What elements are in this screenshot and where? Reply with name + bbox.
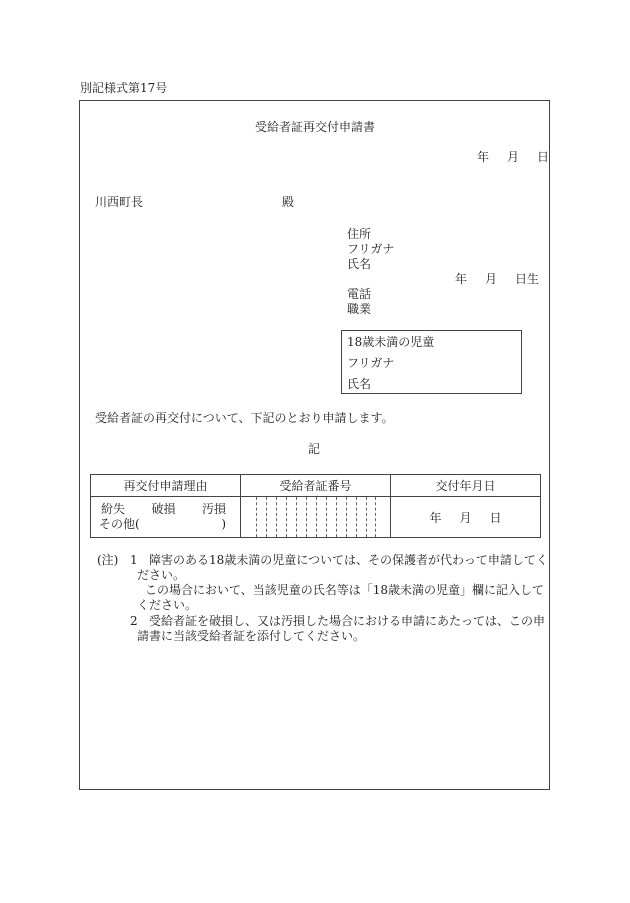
header-reason: 再交付申請理由 bbox=[91, 475, 241, 497]
issue-month: 月 bbox=[459, 510, 472, 525]
digit-box bbox=[366, 497, 376, 537]
digit-box bbox=[336, 497, 346, 537]
notes-label: (注) bbox=[97, 553, 119, 567]
application-statement: 受給者証の再交付について、下記のとおり申請します。 bbox=[95, 411, 394, 425]
header-issue-date: 交付年月日 bbox=[391, 475, 541, 497]
digit-box bbox=[276, 497, 286, 537]
digit-box bbox=[286, 497, 296, 537]
birth-month: 月 bbox=[485, 272, 498, 286]
applicant-address-label: 住所 bbox=[347, 227, 372, 241]
certificate-number-cell bbox=[241, 497, 391, 538]
note-1-text: 障害のある18歳未満の児童については、その保護者が代わって申請してください。 bbox=[137, 553, 548, 582]
note-1-number: 1 bbox=[130, 553, 138, 567]
applicant-furigana-label: フリガナ bbox=[347, 242, 395, 256]
digit-box bbox=[256, 497, 266, 537]
date-month: 月 bbox=[507, 150, 520, 164]
reason-cell bbox=[91, 497, 241, 538]
issue-date-cell bbox=[391, 497, 541, 538]
issue-year: 年 bbox=[429, 510, 442, 525]
reason-other-close: ) bbox=[221, 517, 226, 531]
header-certificate-number: 受給者証番号 bbox=[241, 475, 391, 497]
application-date bbox=[477, 150, 549, 164]
certificate-digit-boxes bbox=[241, 497, 390, 537]
date-year: 年 bbox=[477, 150, 490, 164]
ki-heading: 記 bbox=[308, 442, 321, 456]
digit-box bbox=[326, 497, 336, 537]
child-name-label: 氏名 bbox=[347, 377, 372, 391]
note-2-number: 2 bbox=[130, 614, 138, 628]
digit-box bbox=[306, 497, 316, 537]
digit-box bbox=[356, 497, 366, 537]
addressee-name: 川西町長 bbox=[95, 195, 144, 209]
reason-damaged: 破損 bbox=[151, 502, 176, 516]
reason-lost: 紛失 bbox=[101, 502, 126, 516]
note-1-followup-text: この場合において、当該児童の氏名等は「18歳未満の児童」欄に記入してください。 bbox=[137, 583, 545, 612]
reason-soiled: 汚損 bbox=[201, 502, 226, 516]
reason-other-open: その他( bbox=[99, 517, 140, 531]
digit-box bbox=[316, 497, 326, 537]
digit-box bbox=[266, 497, 276, 537]
child-furigana-label: フリガナ bbox=[347, 356, 395, 370]
child-heading: 18歳未満の児童 bbox=[347, 335, 435, 349]
birth-year: 年 bbox=[455, 272, 468, 286]
applicant-name-label: 氏名 bbox=[347, 257, 372, 271]
applicant-phone-label: 電話 bbox=[347, 287, 372, 301]
issue-day: 日 bbox=[489, 510, 502, 525]
reissue-table bbox=[90, 474, 541, 538]
applicant-birthdate bbox=[455, 272, 539, 286]
birth-day: 日生 bbox=[515, 272, 540, 286]
note-2-text: 受給者証を破損し、又は汚損した場合における申請にあたっては、この申請書に当該受給者証を添付してください。 bbox=[137, 614, 546, 643]
form-title: 受給者証再交付申請書 bbox=[255, 120, 376, 134]
applicant-occupation-label: 職業 bbox=[347, 302, 372, 316]
date-day: 日 bbox=[537, 150, 550, 164]
addressee-honorific: 殿 bbox=[282, 195, 295, 209]
digit-box bbox=[296, 497, 306, 537]
form-number: 別記様式第17号 bbox=[80, 81, 168, 95]
digit-box bbox=[346, 497, 356, 537]
